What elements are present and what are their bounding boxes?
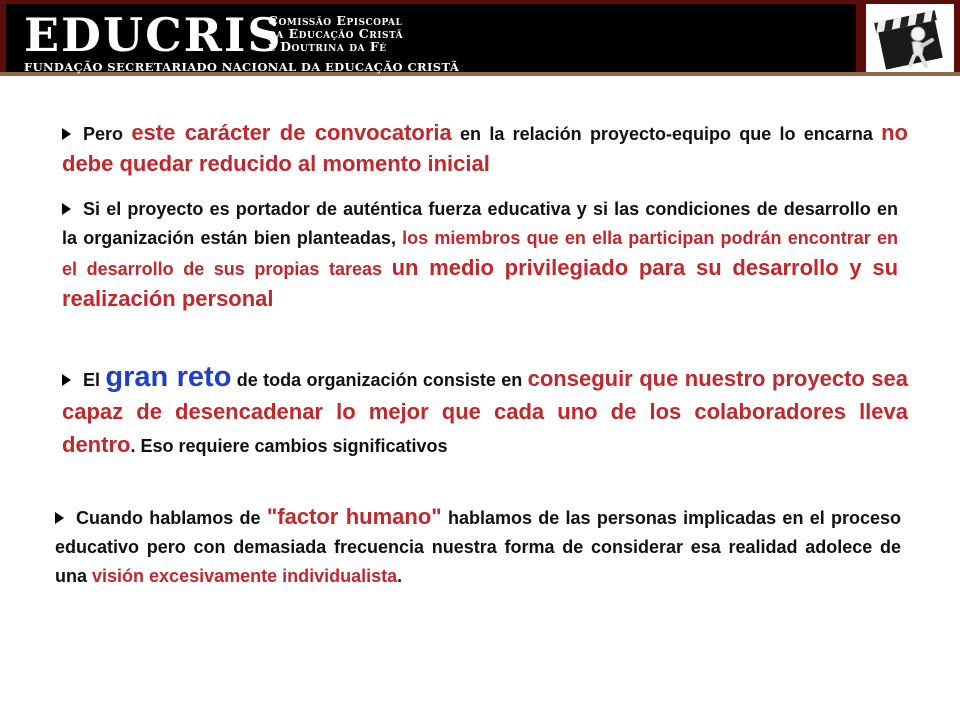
commission-line-1: Comissão Episcopal bbox=[268, 13, 403, 28]
paragraph-4 bbox=[55, 502, 901, 591]
p1-highlight-2: no debe quedar reducido al momento inicial bbox=[62, 120, 908, 176]
paragraph-1 bbox=[62, 118, 908, 180]
bullet-arrow-icon bbox=[62, 203, 71, 215]
p3-text-3: . Eso requiere cambios significativos bbox=[130, 436, 448, 456]
p4-highlight-1: "factor humano" bbox=[266, 504, 442, 529]
p1-text-1: Pero bbox=[83, 124, 132, 144]
p1-text-2: en la relación proyecto-equipo que lo encarna bbox=[451, 124, 882, 144]
p3-highlight-blue: gran reto bbox=[105, 361, 232, 393]
bullet-arrow-icon bbox=[55, 512, 64, 524]
brand-title: EDUCRIS bbox=[24, 8, 283, 62]
p2-highlight-2: un medio privilegiado para su desarrollo y su realización personal bbox=[62, 255, 899, 311]
p4-highlight-2: visión excesivamente individualista bbox=[92, 566, 398, 586]
bullet-arrow-icon bbox=[62, 128, 71, 140]
p3-text-2: de toda organización consiste en bbox=[231, 370, 528, 390]
p4-text-3: . bbox=[397, 566, 403, 586]
p2-text-1: Si el proyecto es portador de auténtica fuerza educativa y si las condiciones de desarrollo en la organización están bien planteadas, bbox=[62, 199, 898, 248]
p3-text-1: El bbox=[83, 370, 106, 390]
p4-text-1: Cuando hablamos de bbox=[76, 508, 267, 528]
film-clapperboard-figure-icon bbox=[866, 4, 954, 72]
header-logo-panel bbox=[6, 4, 856, 72]
paragraph-3 bbox=[62, 362, 908, 462]
commission-text bbox=[268, 14, 403, 53]
p4-text-2: hablamos de las personas implicadas en el proceso educativo pero con demasiada frecuencia nuestra forma de considerar esa realidad adolece de una bbox=[55, 508, 901, 586]
p3-highlight-red: conseguir que nuestro proyecto sea capaz de desencadenar lo mejor que cada uno de los colaboradores lleva dentro bbox=[62, 366, 909, 457]
p1-highlight-1: este carácter de convocatoria bbox=[131, 120, 452, 145]
paragraph-2 bbox=[62, 195, 898, 315]
bullet-arrow-icon bbox=[62, 374, 71, 386]
commission-line-2: da Educação Cristã bbox=[268, 26, 404, 41]
commission-line-3: e Doutrina da Fé bbox=[268, 39, 387, 54]
foundation-text: FUNDAÇÃO SECRETARIADO NACIONAL DA EDUCAÇÃO CRISTÃ bbox=[24, 60, 460, 74]
p2-highlight-1: los miembros que en ella participan podrán encontrar en el desarrollo de sus propias tareas bbox=[62, 228, 898, 279]
clapperboard-logo bbox=[866, 4, 954, 72]
header-banner bbox=[0, 0, 960, 76]
